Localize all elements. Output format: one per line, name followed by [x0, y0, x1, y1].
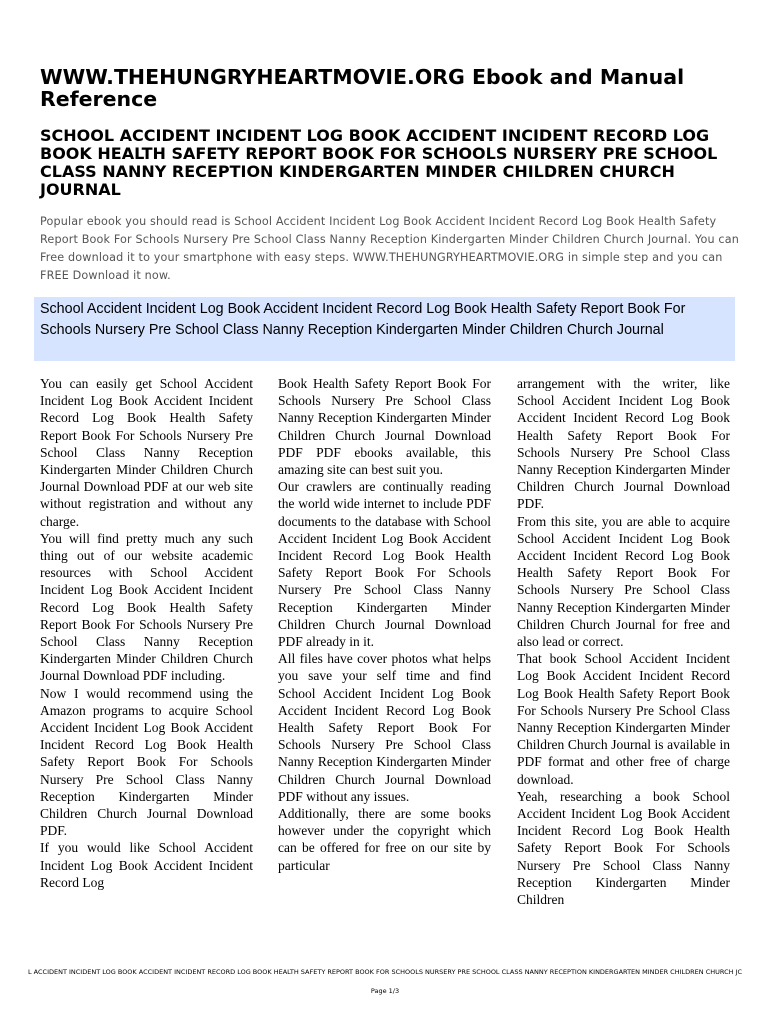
column-2: [278, 375, 491, 947]
paragraph: arrangement with the writer, like School Accident Incident Log Book Accident Incident Record Log Book Health Safety Report Book For Schools Nursery Pre School Class Nanny Reception Kindergarten Minder Children Church Journal Download PDF.: [517, 376, 730, 512]
paragraph: From this site, you are able to acquire School Accident Incident Log Book Accident Incident Record Log Book Health Safety Report Book For Schools Nursery Pre School Class Nanny Reception Kindergarten Minder Children Church Journal for free and also lead or correct.: [517, 513, 730, 650]
paragraph: Book Health Safety Report Book For Schools Nursery Pre School Class Nanny Reception Kindergarten Minder Children Church Journal Download PDF PDF ebooks available, this amazing site can best suit you.: [278, 376, 491, 478]
page-number: Page 1/3: [370, 987, 400, 995]
paragraph: Additionally, there are some books however under the copyright which can be offered for free on our site by particular: [278, 806, 491, 873]
paragraph: If you would like School Accident Incident Log Book Accident Incident Record Log: [40, 840, 253, 890]
highlighted-title-box: School Accident Incident Log Book Accident Incident Record Log Book Health Safety Report Book For Schools Nursery Pre School Class Nanny Reception Kindergarten Minder Children Church Journal: [34, 297, 735, 361]
column-3: [517, 375, 730, 947]
paragraph: Now I would recommend using the Amazon programs to acquire School Accident Incident Log Book Accident Incident Record Log Book Health Safety Report Book For Schools Nursery Pre School Class Nanny Reception Kindergarten Minder Children Church Journal Download PDF.: [40, 685, 253, 839]
paragraph: Yeah, researching a book School Accident Incident Log Book Accident Incident Record Log Book Health Safety Report Book For Schools Nursery Pre School Class Nanny Reception Kindergarten Minder Children: [517, 788, 730, 908]
intro-paragraph: Popular ebook you should read is School Accident Incident Log Book Accident Incident Record Log Book Health Safety Report Book For Schools Nursery Pre School Class Nanny Reception Kindergarten Minder Children Church Journal. You can Free download it to your smartphone with easy steps. WWW.THEHUNGRYHEARTMOVIE.ORG in simple step and you can FREE Download it now.: [40, 215, 739, 282]
footer-running-title: L ACCIDENT INCIDENT LOG BOOK ACCIDENT INCIDENT RECORD LOG BOOK HEALTH SAFETY REPORT BOOK FOR SCHOOLS NURSERY PRE SCHOOL CLASS NANNY RECEPTION KINDERGARTEN MINDER CHILDREN CHURCH JC: [27, 968, 743, 976]
site-title: WWW.THEHUNGRYHEARTMOVIE.ORG Ebook and Manual Reference: [40, 65, 685, 111]
column-1: [40, 375, 253, 947]
book-title: SCHOOL ACCIDENT INCIDENT LOG BOOK ACCIDENT INCIDENT RECORD LOG BOOK HEALTH SAFETY REPORT BOOK FOR SCHOOLS NURSERY PRE SCHOOL CLASS NANNY RECEPTION KINDERGARTEN MINDER CHILDREN CHURCH JOURNAL: [40, 126, 718, 199]
paragraph: You can easily get School Accident Incident Log Book Accident Incident Record Log Book Health Safety Report Book For Schools Nursery Pre School Class Nanny Reception Kindergarten Minder Children Church Journal Download PDF at our web site without registration and without any charge.: [40, 376, 253, 529]
body-columns: [40, 375, 730, 947]
paragraph: All files have cover photos what helps you save your self time and find School Accident Incident Log Book Accident Incident Record Log Book Health Safety Report Book For Schools Nursery Pre School Class Nanny Reception Kindergarten Minder Children Church Journal Download PDF without any issues.: [278, 651, 491, 804]
paragraph: That book School Accident Incident Log Book Accident Incident Record Log Book Health Safety Report Book For Schools Nursery Pre School Class Nanny Reception Kindergarten Minder Children Church Journal is available in PDF format and other free of charge download.: [517, 651, 730, 787]
paragraph: You will find pretty much any such thing out of our website academic resources with School Accident Incident Log Book Accident Incident Record Log Book Health Safety Report Book For Schools Nursery Pre School Class Nanny Reception Kindergarten Minder Children Church Journal Download PDF including.: [40, 530, 253, 684]
paragraph: Our crawlers are continually reading the world wide internet to include PDF documents to the database with School Accident Incident Log Book Accident Incident Record Log Book Health Safety Report Book For Schools Nursery Pre School Class Nanny Reception Kindergarten Minder Children Church Journal Download PDF already in it.: [278, 479, 491, 650]
